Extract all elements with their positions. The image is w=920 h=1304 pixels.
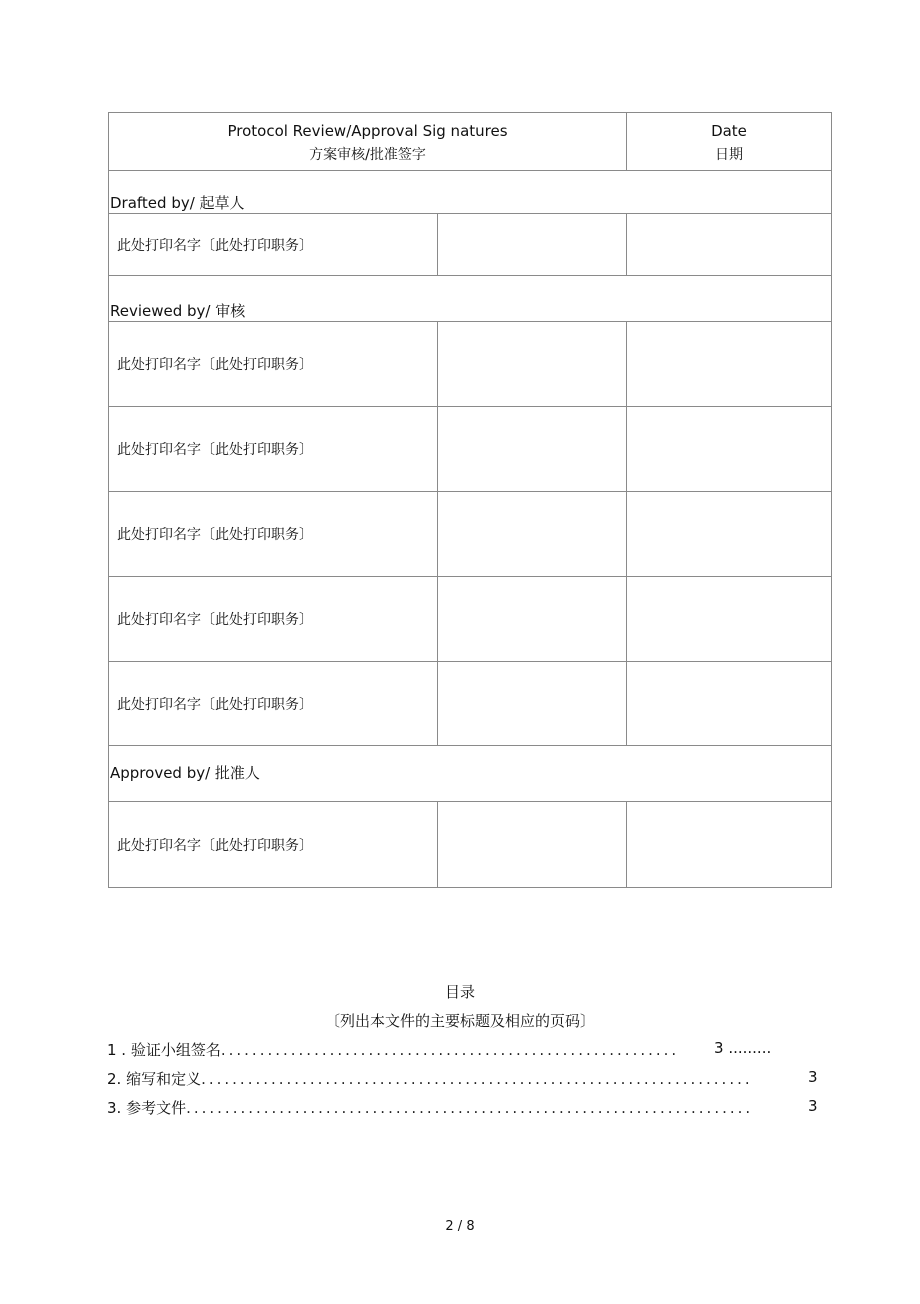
signature-row (109, 802, 832, 888)
date-field[interactable] (627, 214, 832, 276)
signature-table (108, 112, 832, 888)
date-field[interactable] (627, 322, 832, 407)
name-title-placeholder: 此处打印名字〔此处打印职务〕 (117, 696, 313, 713)
date-header-cell (627, 113, 832, 171)
name-title-cell (109, 802, 438, 888)
signature-header-cell (109, 113, 627, 171)
date-field[interactable] (627, 407, 832, 492)
date-header-en: Date (711, 121, 747, 140)
signature-field[interactable] (438, 802, 627, 888)
name-title-cell (109, 492, 438, 577)
name-title-placeholder: 此处打印名字〔此处打印职务〕 (117, 442, 313, 458)
signature-header-zh: 方案审核/批准签字 (309, 146, 426, 163)
page-number: 2 / 8 (445, 1219, 475, 1234)
name-title-cell (109, 577, 438, 662)
toc-item-label: 1 . 验证小组签名 (107, 1041, 221, 1059)
toc-leader-dots: ......................................................................... (186, 1099, 754, 1117)
signature-field[interactable] (438, 662, 627, 746)
signature-field[interactable] (438, 322, 627, 407)
name-title-placeholder: 此处打印名字〔此处打印职务〕 (117, 527, 313, 543)
drafted-label: Drafted by/ 起草人 (110, 194, 245, 212)
name-title-placeholder: 此处打印名字〔此处打印职务〕 (117, 837, 313, 854)
signature-field[interactable] (438, 214, 627, 276)
date-field[interactable] (627, 577, 832, 662)
toc-leader-dots: ........................................................... (220, 1041, 680, 1059)
signature-row (109, 407, 832, 492)
name-title-placeholder: 此处打印名字〔此处打印职务〕 (117, 612, 313, 628)
name-title-placeholder: 此处打印名字〔此处打印职务〕 (117, 237, 313, 254)
date-header-zh: 日期 (715, 146, 743, 163)
toc-item-page (714, 1039, 771, 1057)
name-title-cell (109, 662, 438, 746)
date-field[interactable] (627, 492, 832, 577)
toc-subtitle: 〔列出本文件的主要标题及相应的页码〕 (324, 1012, 595, 1030)
toc-item-page: 3 (808, 1097, 818, 1115)
toc-title: 目录 (444, 983, 475, 1001)
signature-row (109, 492, 832, 577)
approved-section-row (109, 746, 832, 802)
toc-item-label: 3. 参考文件 (107, 1099, 187, 1117)
signature-row (109, 322, 832, 407)
toc-leader-dots: ....................................................................... (201, 1070, 753, 1088)
date-field[interactable] (627, 802, 832, 888)
drafted-section-row (109, 171, 832, 214)
signature-field[interactable] (438, 577, 627, 662)
toc-item[interactable] (107, 1097, 797, 1117)
toc-item-trailing-dots: ......... (723, 1039, 772, 1057)
signature-field[interactable] (438, 492, 627, 577)
date-field[interactable] (627, 662, 832, 746)
name-title-cell (109, 214, 438, 276)
name-title-cell (109, 322, 438, 407)
toc-item[interactable] (107, 1068, 797, 1088)
approved-label: Approved by/ 批准人 (110, 764, 260, 782)
toc-item-page-number: 3 (714, 1039, 724, 1057)
signature-row (109, 577, 832, 662)
signature-row (109, 662, 832, 746)
name-title-placeholder: 此处打印名字〔此处打印职务〕 (117, 357, 313, 373)
name-title-cell (109, 407, 438, 492)
signature-header-en: Protocol Review/Approval Sig natures (227, 121, 508, 140)
signature-field[interactable] (438, 407, 627, 492)
reviewed-label: Reviewed by/ 审核 (110, 302, 246, 320)
reviewed-section-row (109, 276, 832, 322)
signature-row (109, 214, 832, 276)
toc-item[interactable] (107, 1039, 712, 1059)
toc-item-page: 3 (808, 1068, 818, 1086)
toc-item-label: 2. 缩写和定义 (107, 1070, 202, 1088)
